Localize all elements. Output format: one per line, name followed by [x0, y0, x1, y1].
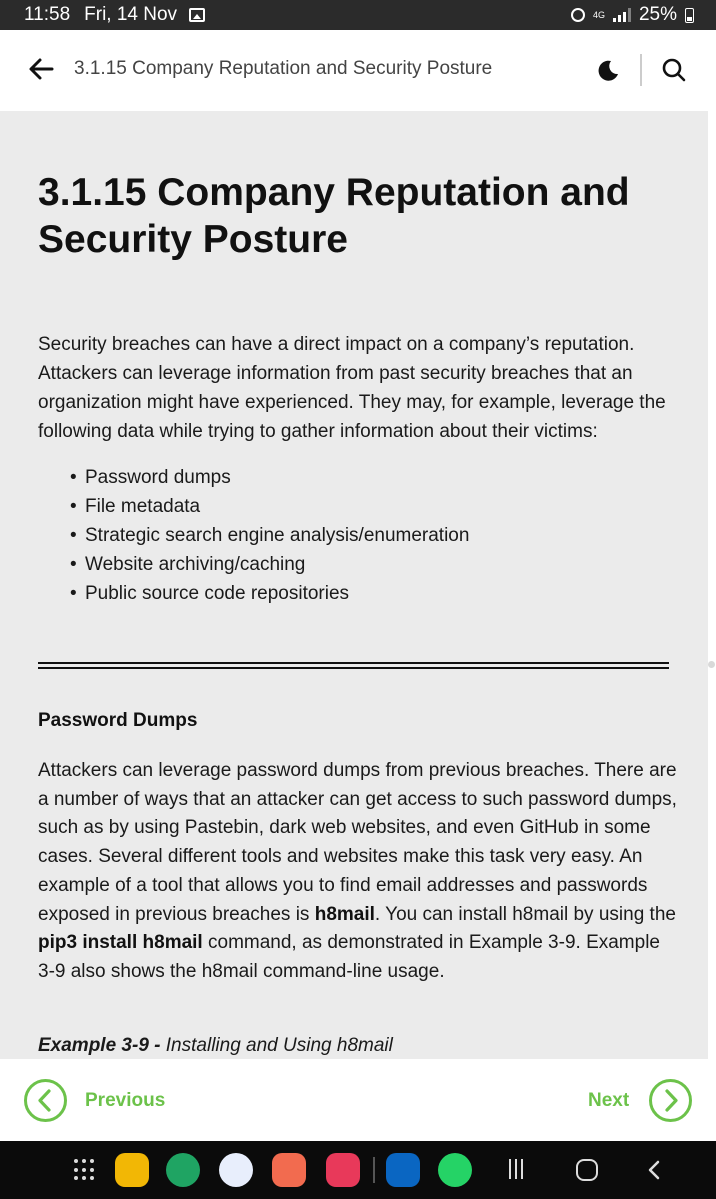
section-heading: Password Dumps — [38, 710, 198, 731]
chevron-right-icon — [652, 1082, 689, 1119]
paragraph-bold-text: h8mail — [314, 903, 375, 925]
section-divider — [38, 667, 669, 669]
section-divider — [38, 662, 669, 664]
article-heading: 3.1.15 Company Reputation and Security Posture — [38, 171, 630, 261]
battery-level: 25% — [638, 4, 677, 25]
header-divider — [640, 54, 642, 86]
camera-app-icon[interactable] — [326, 1153, 360, 1187]
list-item: • Public source code repositories — [85, 579, 469, 608]
dock-separator — [373, 1157, 375, 1183]
paragraph-text: Attackers can leverage password dumps from previous breaches. There are a number of ways that an attacker can get access to such password dumps, such as by using Pastebin, dark web websites, and even GitHub in some cases. Several different tools and websites make this task very easy. An example of a tool that allows you to find email addresses and passwords exposed in previous breaches is — [38, 760, 677, 925]
example-label: Example 3-9 - — [38, 1035, 166, 1056]
previous-button[interactable] — [24, 1079, 67, 1122]
linkedin-app-icon[interactable] — [386, 1153, 420, 1187]
data-sources-list — [85, 463, 469, 608]
article-content[interactable] — [0, 111, 708, 1059]
example-title: Installing and Using h8mail — [165, 1035, 393, 1056]
page-title: 3.1.15 Company Reputation and Security Posture — [74, 58, 493, 79]
status-time: 11:58 — [24, 4, 71, 25]
back-arrow-icon[interactable] — [26, 54, 56, 84]
paragraph-text: . You can install h8mail by using the — [374, 903, 676, 925]
intro-paragraph: Security breaches can have a direct impact on a company’s reputation. Attackers can leverage information from past security breaches that an organization might have experienced. They may, for example, leverage the following data while trying to gather information about their victims: — [38, 334, 666, 442]
phone-app-icon[interactable] — [166, 1153, 200, 1187]
search-icon[interactable] — [660, 56, 688, 84]
whatsapp-app-icon[interactable] — [438, 1153, 472, 1187]
previous-label[interactable]: Previous — [85, 1090, 166, 1111]
moon-icon[interactable] — [594, 56, 622, 84]
status-date: Fri, 14 Nov — [84, 4, 178, 25]
example-caption — [38, 1035, 393, 1057]
list-item: • Website archiving/caching — [85, 550, 469, 579]
home-button[interactable] — [576, 1159, 598, 1181]
system-navigation-bar — [0, 1141, 716, 1199]
recents-button[interactable] — [509, 1159, 529, 1181]
next-label[interactable]: Next — [588, 1090, 630, 1111]
files-app-icon[interactable] — [115, 1153, 149, 1187]
paragraph-text: command, as demonstrated in Example 3-9. Example 3-9 also shows the h8mail command-line usage. — [38, 932, 660, 982]
app-drawer-icon[interactable] — [74, 1159, 96, 1181]
status-bar — [0, 0, 716, 30]
chevron-left-icon — [27, 1082, 64, 1119]
contacts-app-icon[interactable] — [272, 1153, 306, 1187]
list-item: • Password dumps — [85, 463, 469, 492]
next-button[interactable] — [649, 1079, 692, 1122]
battery-icon — [685, 8, 694, 23]
scrollbar-thumb[interactable] — [708, 661, 715, 668]
list-item: • File metadata — [85, 492, 469, 521]
paragraph-bold-text: pip3 install h8mail — [38, 932, 203, 954]
network-type: 4G — [592, 10, 605, 20]
list-item: • Strategic search engine analysis/enumeration — [85, 521, 469, 550]
app-header — [0, 30, 716, 111]
gallery-notification-icon — [189, 8, 205, 22]
scrollbar-track[interactable] — [708, 111, 716, 1059]
alarm-icon — [571, 8, 585, 22]
system-back-icon[interactable] — [643, 1159, 665, 1181]
messages-app-icon[interactable] — [219, 1153, 253, 1187]
signal-icon — [613, 8, 631, 22]
lesson-navigation — [0, 1059, 716, 1141]
password-dumps-paragraph — [38, 757, 678, 987]
